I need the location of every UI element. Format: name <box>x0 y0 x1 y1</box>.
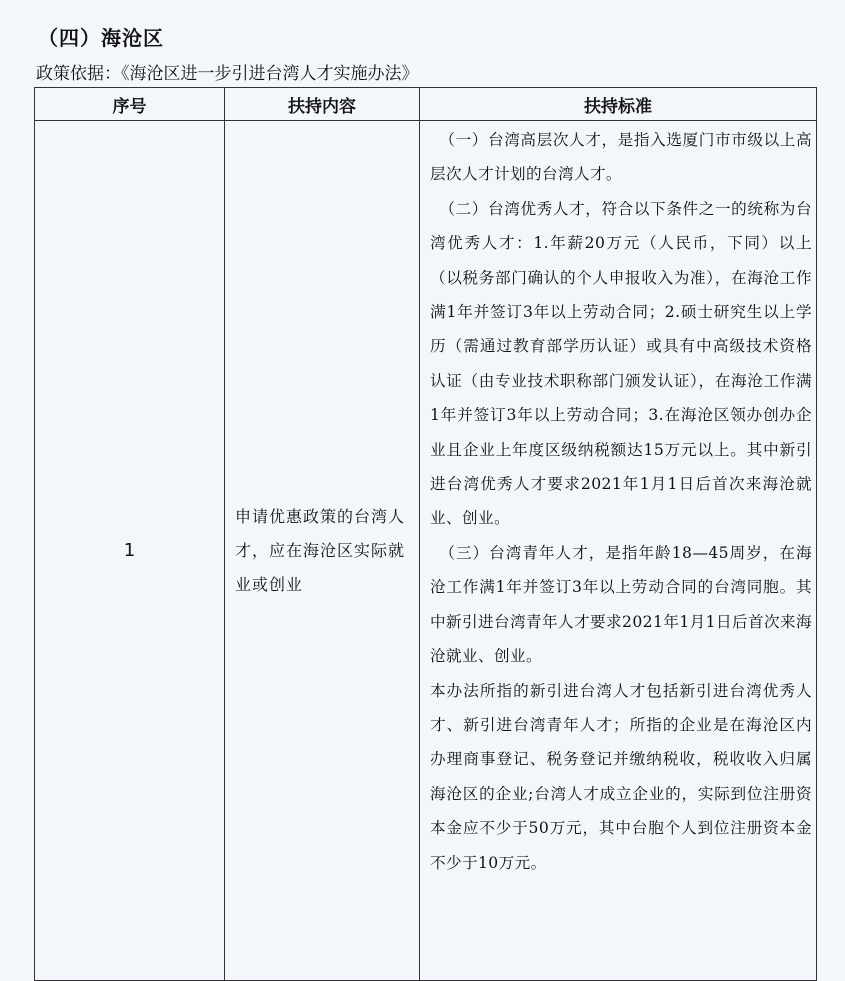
table-row <box>35 121 817 981</box>
header-support-standard: 扶持标准 <box>420 88 817 121</box>
row-number: 1 <box>35 121 225 981</box>
header-number: 序号 <box>35 88 225 121</box>
table-header-row <box>35 88 817 121</box>
standard-paragraph-1: （一）台湾高层次人才，是指入选厦门市市级以上高层次人才计划的台湾人才。 <box>430 131 812 184</box>
policy-table <box>34 87 817 981</box>
policy-basis-label: 政策依据： <box>36 64 121 84</box>
row-support-content: 申请优惠政策的台湾人才，应在海沧区实际就业或创业 <box>225 121 420 981</box>
section-title: （四）海沧区 <box>38 26 164 50</box>
standard-paragraph-3: （三）台湾青年人才，是指年龄18—45周岁，在海沧工作满1年并签订3年以上劳动合同的台湾同胞。其中新引进台湾青年人才要求2021年1月1日后首次来海沧就业、创业。 <box>430 543 812 666</box>
standard-paragraph-2: （二）台湾优秀人才，符合以下条件之一的统称为台湾优秀人才：1.年薪20万元（人民币，下同）以上（以税务部门确认的个人申报收入为准），在海沧工作满1年并签订3年以上劳动合同；2.硕士研究生以上学历（需通过教育部学历认证）或具有中高级技术资格认证（由专业技术职称部门颁发认证），在海沧工作满1年并签订3年以上劳动合同；3.在海沧区领办创办企业且企业上年度区级纳税额达15万元以上。其中新引进台湾优秀人才要求2021年1月1日后首次来海沧就业、创业。 <box>430 199 812 528</box>
row-support-standard <box>420 121 817 981</box>
policy-document-title: 《海沧区进一步引进台湾人才实施办法》 <box>121 64 419 84</box>
standard-paragraph-4: 本办法所指的新引进台湾人才包括新引进台湾优秀人才、新引进台湾青年人才；所指的企业是在海沧区内办理商事登记、税务登记并缴纳税收，税收收入归属海沧区的企业;台湾人才成立企业的，实际到位注册资本金应不少于50万元，其中台胞个人到位注册资本金不少于10万元。 <box>430 681 812 872</box>
header-support-content: 扶持内容 <box>225 88 420 121</box>
policy-basis <box>36 59 419 84</box>
